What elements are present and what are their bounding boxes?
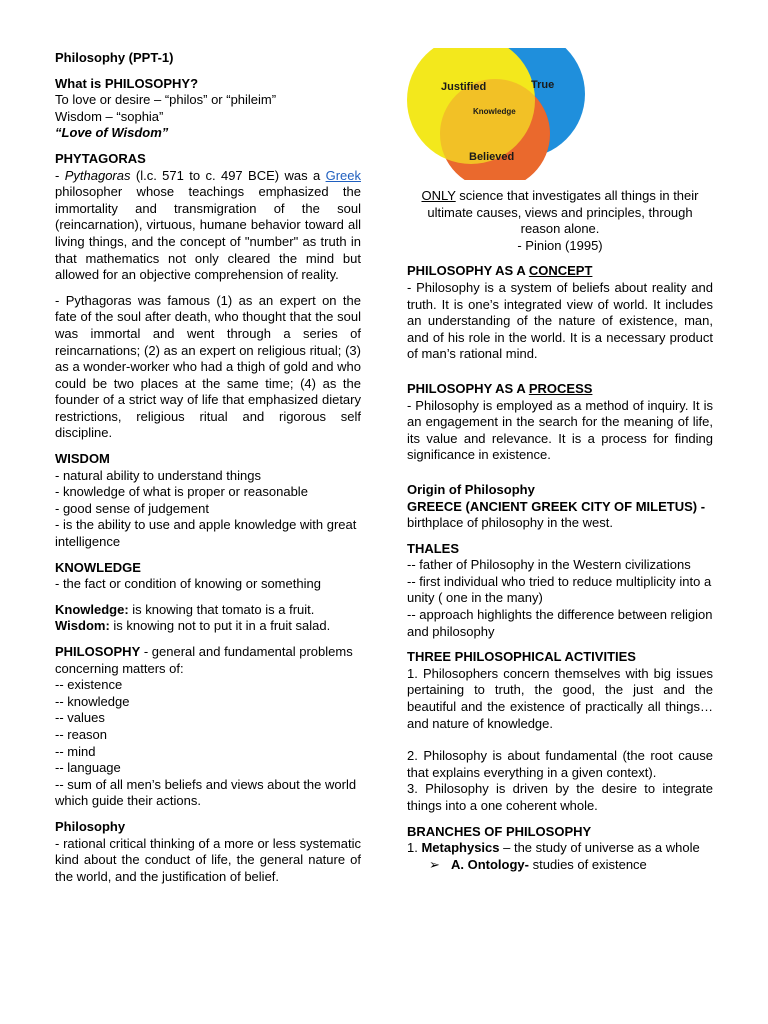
wisdom-example [55, 618, 361, 635]
what-heading: What is PHILOSOPHY? [55, 75, 199, 91]
origin-rest: birthplace of philosophy in the west. [407, 515, 613, 531]
only-word: ONLY [421, 188, 456, 203]
origin-heading: Origin of Philosophy [407, 481, 535, 497]
thales-item: -- first individual who tried to reduce multiplicity into a unity ( one in the many) [407, 573, 712, 606]
branch-subitem-ontology [407, 857, 713, 874]
p1-name: Pythagoras [64, 167, 131, 183]
philosophy-matters-heading: PHILOSOPHY [55, 644, 141, 659]
matters-item: -- values [55, 710, 105, 726]
what-section [55, 76, 361, 142]
thales-section [407, 541, 713, 641]
p1-text-b: philosopher whose teachings emphasized the immortality and transmigration of the soul (reincarnation), virtuous, humane behavior toward all living things, and the concept of "number" as truth in that mathematics not only cleared the mind but allowed for an objective comprehension of reality. [55, 184, 361, 283]
matters-item: -- language [55, 760, 121, 776]
subitem-description: studies of existence [529, 856, 647, 872]
p1-text-a: (l.c. 571 to c. 497 BCE) was a [130, 167, 326, 183]
wisdom-item: - knowledge of what is proper or reasonable [55, 484, 308, 500]
only-quote-text [407, 188, 713, 238]
concept-text: - Philosophy is a system of beliefs about reality and truth. It is one’s integrated view of world. It includes an understanding of the nature of existence, man, and of his role in the world. It is a necessary product of man’s rational mind. [407, 279, 713, 362]
what-line-2: Wisdom – “sophia” [55, 108, 164, 124]
pythagoras-paragraph-2: - Pythagoras was famous (1) as an expert on the fate of the soul after death, who thought that the soul was immortal and went through a series of reincarnations; (2) as an expert on religious ritual; (3) as a wonder-worker who had a thigh of gold and who could be two places at the same time; (4) as the founder of a strict way of life that emphasized dietary restrictions, religious ritual and rigorous self discipline. [55, 292, 361, 441]
venn-diagram [403, 48, 587, 180]
origin-text [407, 499, 713, 532]
process-section [407, 381, 713, 464]
what-motto: “Love of Wisdom” [55, 125, 169, 141]
philosophy-matters-section [55, 644, 361, 810]
wisdom-heading: WISDOM [55, 451, 110, 467]
matters-item: -- mind [55, 743, 96, 759]
activity-item: 1. Philosophers concern themselves with big issues pertaining to truth, the good, the just and the beautiful and the existence of practically all things… and nature of knowledge. [407, 665, 713, 731]
concept-heading-u: CONCEPT [528, 263, 593, 279]
process-heading-a: PHILOSOPHY AS A [407, 380, 529, 396]
activities-heading: THREE PHILOSOPHICAL ACTIVITIES [407, 649, 636, 665]
thales-item: -- approach highlights the difference between religion and philosophy [407, 607, 713, 639]
believed-label: Believed [469, 151, 515, 163]
only-quote [407, 188, 713, 254]
matters-item: -- knowledge [55, 693, 130, 709]
only-rest: science that investigates all things in their ultimate causes, views and principles, through reason alone. [427, 188, 699, 237]
left-column [55, 50, 361, 885]
wisdom-item: - is the ability to use and apple knowledge with great intelligence [55, 517, 357, 550]
knowledge-label: Knowledge [473, 107, 516, 116]
wisdom-item: - natural ability to understand things [55, 467, 261, 483]
only-citation: - Pinion (1995) [517, 237, 603, 253]
justified-label: Justified [441, 81, 487, 93]
origin-section [407, 482, 713, 532]
wisdom-label: Wisdom: [55, 618, 110, 634]
subitem-title: A. Ontology- [451, 856, 529, 872]
branches-heading: BRANCHES OF PHILOSOPHY [407, 823, 592, 839]
branch-title: Metaphysics [421, 840, 500, 856]
thales-heading: THALES [407, 540, 459, 556]
pythagoras-section [55, 151, 361, 284]
pythagoras-paragraph-1 [55, 168, 361, 284]
activities-section [407, 649, 713, 814]
process-heading [407, 381, 713, 398]
philosophy-definition-heading: Philosophy [55, 818, 126, 834]
arrow-bullet-icon: ➢ [429, 856, 440, 872]
activity-item: 2. Philosophy is about fundamental (the root cause that explains everything in a given context). [407, 748, 713, 780]
activity-item: 3. Philosophy is driven by the desire to integrate things into a one coherent whole. [407, 781, 713, 813]
process-heading-u: PROCESS [528, 380, 593, 396]
matters-item: -- sum of all men’s beliefs and views about the world which guide their actions. [55, 776, 357, 809]
p1-dash: - [55, 167, 65, 183]
right-column [407, 188, 713, 873]
greek-link[interactable]: Greek [325, 167, 361, 183]
matters-item: -- reason [55, 726, 108, 742]
what-line-1: To love or desire – “philos” or “phileim” [55, 92, 277, 108]
concept-heading-a: PHILOSOPHY AS A [407, 263, 529, 279]
branches-section [407, 824, 713, 874]
philosophy-definition-text: - rational critical thinking of a more or less systematic kind about the conduct of life, the general nature of the world, and the justification of belief. [55, 835, 361, 884]
branch-number: 1. [407, 840, 422, 856]
knowledge-label: Knowledge: [55, 601, 129, 617]
philosophy-matters-intro-text: - general and fundamental problems concerning matters of: [55, 644, 353, 676]
wisdom-section [55, 451, 361, 551]
thales-item: -- father of Philosophy in the Western civilizations [407, 557, 691, 573]
philosophy-matters-intro [55, 644, 361, 677]
wisdom-item: - good sense of judgement [55, 500, 209, 516]
pythagoras-heading: PHYTAGORAS [55, 150, 146, 166]
matters-item: -- existence [55, 677, 123, 693]
document-title: Philosophy (PPT-1) [55, 50, 174, 65]
wisdom-example-text: is knowing not to put it in a fruit salad. [109, 618, 331, 634]
knowledge-heading: KNOWLEDGE [55, 559, 141, 575]
true-label: True [531, 79, 555, 91]
branch-description: – the study of universe as a whole [499, 840, 700, 856]
knowledge-example-text: is knowing that tomato is a fruit. [128, 601, 315, 617]
origin-bold: GREECE (ANCIENT GREEK CITY OF MILETUS) - [407, 498, 706, 514]
philosophy-definition-section [55, 819, 361, 885]
concept-section [407, 263, 713, 363]
branch-item-metaphysics [407, 840, 713, 857]
knowledge-vs-wisdom [55, 602, 361, 635]
process-text: - Philosophy is employed as a method of inquiry. It is an engagement in the search for the meaning of life, its value and relevance. It is a process for finding significance in existence. [407, 397, 713, 463]
knowledge-section [55, 560, 361, 593]
knowledge-definition: - the fact or condition of knowing or something [55, 576, 321, 592]
knowledge-example [55, 602, 361, 619]
concept-heading [407, 263, 713, 280]
